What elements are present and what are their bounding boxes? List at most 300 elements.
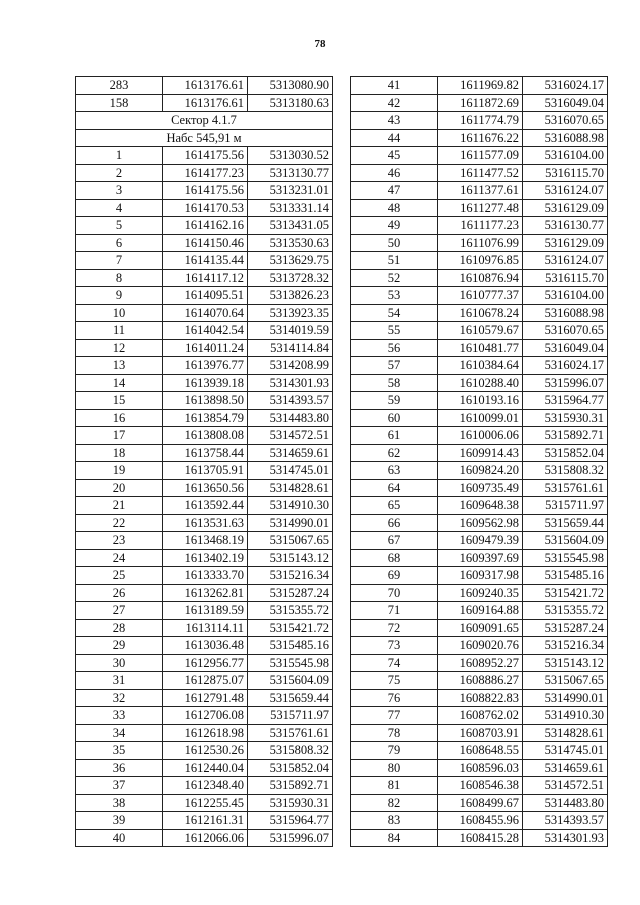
table-row [351, 374, 608, 392]
y-coordinate-cell: 5315930.31 [248, 794, 333, 812]
y-coordinate-cell: 5315996.07 [248, 829, 333, 847]
point-number-cell: 7 [76, 252, 163, 270]
point-number-cell: 44 [351, 129, 438, 147]
table-row [351, 689, 608, 707]
y-coordinate-cell: 5313231.01 [248, 182, 333, 200]
table-row [351, 672, 608, 690]
table-row [76, 444, 333, 462]
left-coordinates-table [75, 76, 333, 847]
x-coordinate-cell: 1609562.98 [438, 514, 523, 532]
point-number-cell: 45 [351, 147, 438, 165]
table-row [76, 164, 333, 182]
table-row [351, 584, 608, 602]
table-row [76, 147, 333, 165]
y-coordinate-cell: 5316088.98 [523, 129, 608, 147]
y-coordinate-cell: 5313629.75 [248, 252, 333, 270]
y-coordinate-cell: 5316104.00 [523, 287, 608, 305]
table-row [351, 497, 608, 515]
x-coordinate-cell: 1608886.27 [438, 672, 523, 690]
table-row [76, 287, 333, 305]
x-coordinate-cell: 1612255.45 [163, 794, 248, 812]
x-coordinate-cell: 1614175.56 [163, 182, 248, 200]
table-row [351, 567, 608, 585]
point-number-cell: 23 [76, 532, 163, 550]
table-row [351, 742, 608, 760]
point-number-cell: 14 [76, 374, 163, 392]
x-coordinate-cell: 1612530.26 [163, 742, 248, 760]
x-coordinate-cell: 1613262.81 [163, 584, 248, 602]
y-coordinate-cell: 5313331.14 [248, 199, 333, 217]
x-coordinate-cell: 1608952.27 [438, 654, 523, 672]
point-number-cell: 48 [351, 199, 438, 217]
x-coordinate-cell: 1609020.76 [438, 637, 523, 655]
x-coordinate-cell: 1608703.91 [438, 724, 523, 742]
table-row [351, 322, 608, 340]
table-row [351, 602, 608, 620]
y-coordinate-cell: 5314990.01 [248, 514, 333, 532]
table-row [76, 427, 333, 445]
table-row [351, 94, 608, 112]
x-coordinate-cell: 1614095.51 [163, 287, 248, 305]
y-coordinate-cell: 5316024.17 [523, 77, 608, 95]
x-coordinate-cell: 1610288.40 [438, 374, 523, 392]
table-row [76, 759, 333, 777]
point-number-cell: 41 [351, 77, 438, 95]
point-number-cell: 52 [351, 269, 438, 287]
y-coordinate-cell: 5315355.72 [248, 602, 333, 620]
point-number-cell: 21 [76, 497, 163, 515]
x-coordinate-cell: 1612956.77 [163, 654, 248, 672]
x-coordinate-cell: 1614162.16 [163, 217, 248, 235]
y-coordinate-cell: 5314910.30 [523, 707, 608, 725]
point-number-cell: 56 [351, 339, 438, 357]
x-coordinate-cell: 1608455.96 [438, 812, 523, 830]
table-row [351, 339, 608, 357]
x-coordinate-cell: 1612440.04 [163, 759, 248, 777]
point-number-cell: 26 [76, 584, 163, 602]
x-coordinate-cell: 1611377.61 [438, 182, 523, 200]
point-number-cell: 37 [76, 777, 163, 795]
x-coordinate-cell: 1614011.24 [163, 339, 248, 357]
table-row [76, 584, 333, 602]
y-coordinate-cell: 5315852.04 [523, 444, 608, 462]
y-coordinate-cell: 5315659.44 [523, 514, 608, 532]
x-coordinate-cell: 1611177.23 [438, 217, 523, 235]
table-row [76, 829, 333, 847]
x-coordinate-cell: 1613758.44 [163, 444, 248, 462]
y-coordinate-cell: 5315485.16 [248, 637, 333, 655]
x-coordinate-cell: 1613592.44 [163, 497, 248, 515]
x-coordinate-cell: 1611277.48 [438, 199, 523, 217]
x-coordinate-cell: 1612348.40 [163, 777, 248, 795]
table-row [76, 514, 333, 532]
table-row [76, 322, 333, 340]
y-coordinate-cell: 5315604.09 [523, 532, 608, 550]
y-coordinate-cell: 5315964.77 [248, 812, 333, 830]
table-row [351, 532, 608, 550]
y-coordinate-cell: 5315421.72 [248, 619, 333, 637]
x-coordinate-cell: 1612875.07 [163, 672, 248, 690]
y-coordinate-cell: 5316049.04 [523, 339, 608, 357]
x-coordinate-cell: 1614117.12 [163, 269, 248, 287]
x-coordinate-cell: 1611076.99 [438, 234, 523, 252]
y-coordinate-cell: 5315067.65 [248, 532, 333, 550]
point-number-cell: 16 [76, 409, 163, 427]
table-row [351, 724, 608, 742]
y-coordinate-cell: 5313030.52 [248, 147, 333, 165]
y-coordinate-cell: 5316104.00 [523, 147, 608, 165]
table-row [351, 304, 608, 322]
x-coordinate-cell: 1610099.01 [438, 409, 523, 427]
table-row [76, 217, 333, 235]
y-coordinate-cell: 5315761.61 [523, 479, 608, 497]
y-coordinate-cell: 5315892.71 [523, 427, 608, 445]
table-row [76, 777, 333, 795]
y-coordinate-cell: 5315216.34 [523, 637, 608, 655]
x-coordinate-cell: 1613176.61 [163, 77, 248, 95]
point-number-cell: 17 [76, 427, 163, 445]
table-row [351, 392, 608, 410]
y-coordinate-cell: 5316024.17 [523, 357, 608, 375]
point-number-cell: 34 [76, 724, 163, 742]
point-number-cell: 32 [76, 689, 163, 707]
y-coordinate-cell: 5315711.97 [248, 707, 333, 725]
table-row [351, 129, 608, 147]
table-row [351, 549, 608, 567]
table-row [76, 637, 333, 655]
table-row [351, 759, 608, 777]
y-coordinate-cell: 5315852.04 [248, 759, 333, 777]
x-coordinate-cell: 1609164.88 [438, 602, 523, 620]
x-coordinate-cell: 1613854.79 [163, 409, 248, 427]
sector-title: Сектор 4.1.7 [76, 112, 333, 130]
table-row [76, 374, 333, 392]
table-row [351, 829, 608, 847]
y-coordinate-cell: 5314572.51 [523, 777, 608, 795]
table-row [76, 742, 333, 760]
y-coordinate-cell: 5315287.24 [248, 584, 333, 602]
x-coordinate-cell: 1608762.02 [438, 707, 523, 725]
x-coordinate-cell: 1612791.48 [163, 689, 248, 707]
y-coordinate-cell: 5316115.70 [523, 269, 608, 287]
point-number-cell: 38 [76, 794, 163, 812]
point-number-cell: 53 [351, 287, 438, 305]
table-row [351, 777, 608, 795]
table-row [351, 287, 608, 305]
y-coordinate-cell: 5315808.32 [248, 742, 333, 760]
table-row [76, 567, 333, 585]
point-number-cell: 59 [351, 392, 438, 410]
table-row [351, 444, 608, 462]
table-row [351, 654, 608, 672]
table-row [351, 479, 608, 497]
point-number-cell: 63 [351, 462, 438, 480]
y-coordinate-cell: 5313431.05 [248, 217, 333, 235]
table-row [351, 357, 608, 375]
y-coordinate-cell: 5315892.71 [248, 777, 333, 795]
x-coordinate-cell: 1608415.28 [438, 829, 523, 847]
y-coordinate-cell: 5316129.09 [523, 199, 608, 217]
point-number-cell: 283 [76, 77, 163, 95]
x-coordinate-cell: 1610384.64 [438, 357, 523, 375]
y-coordinate-cell: 5314659.61 [523, 759, 608, 777]
point-number-cell: 58 [351, 374, 438, 392]
x-coordinate-cell: 1613036.48 [163, 637, 248, 655]
x-coordinate-cell: 1614170.53 [163, 199, 248, 217]
point-number-cell: 10 [76, 304, 163, 322]
point-number-cell: 79 [351, 742, 438, 760]
x-coordinate-cell: 1611872.69 [438, 94, 523, 112]
y-coordinate-cell: 5315545.98 [248, 654, 333, 672]
y-coordinate-cell: 5315355.72 [523, 602, 608, 620]
y-coordinate-cell: 5315996.07 [523, 374, 608, 392]
x-coordinate-cell: 1613808.08 [163, 427, 248, 445]
y-coordinate-cell: 5316129.09 [523, 234, 608, 252]
x-coordinate-cell: 1608648.55 [438, 742, 523, 760]
x-coordinate-cell: 1611577.09 [438, 147, 523, 165]
table-row [351, 427, 608, 445]
point-number-cell: 54 [351, 304, 438, 322]
point-number-cell: 35 [76, 742, 163, 760]
point-number-cell: 62 [351, 444, 438, 462]
y-coordinate-cell: 5314910.30 [248, 497, 333, 515]
y-coordinate-cell: 5316049.04 [523, 94, 608, 112]
table-row [351, 619, 608, 637]
table-row [76, 357, 333, 375]
point-number-cell: 19 [76, 462, 163, 480]
y-coordinate-cell: 5315964.77 [523, 392, 608, 410]
table-row [351, 234, 608, 252]
table-row [351, 269, 608, 287]
x-coordinate-cell: 1612161.31 [163, 812, 248, 830]
table-row [351, 252, 608, 270]
table-row [76, 672, 333, 690]
x-coordinate-cell: 1613176.61 [163, 94, 248, 112]
x-coordinate-cell: 1609479.39 [438, 532, 523, 550]
x-coordinate-cell: 1608546.38 [438, 777, 523, 795]
table-row [76, 182, 333, 200]
y-coordinate-cell: 5314301.93 [523, 829, 608, 847]
table-row [76, 304, 333, 322]
y-coordinate-cell: 5315761.61 [248, 724, 333, 742]
table-row [76, 462, 333, 480]
x-coordinate-cell: 1609317.98 [438, 567, 523, 585]
table-row [76, 479, 333, 497]
y-coordinate-cell: 5313130.77 [248, 164, 333, 182]
point-number-cell: 47 [351, 182, 438, 200]
table-row [351, 812, 608, 830]
table-row [76, 392, 333, 410]
table-row [76, 199, 333, 217]
x-coordinate-cell: 1613402.19 [163, 549, 248, 567]
point-number-cell: 71 [351, 602, 438, 620]
point-number-cell: 13 [76, 357, 163, 375]
point-number-cell: 25 [76, 567, 163, 585]
point-number-cell: 12 [76, 339, 163, 357]
point-number-cell: 67 [351, 532, 438, 550]
y-coordinate-cell: 5313080.90 [248, 77, 333, 95]
table-row [76, 689, 333, 707]
x-coordinate-cell: 1610876.94 [438, 269, 523, 287]
x-coordinate-cell: 1611969.82 [438, 77, 523, 95]
point-number-cell: 33 [76, 707, 163, 725]
x-coordinate-cell: 1609240.35 [438, 584, 523, 602]
point-number-cell: 50 [351, 234, 438, 252]
point-number-cell: 29 [76, 637, 163, 655]
sector-header-row [76, 112, 333, 130]
table-row [76, 94, 333, 112]
point-number-cell: 78 [351, 724, 438, 742]
y-coordinate-cell: 5315143.12 [248, 549, 333, 567]
y-coordinate-cell: 5314745.01 [248, 462, 333, 480]
y-coordinate-cell: 5315808.32 [523, 462, 608, 480]
table-row [76, 724, 333, 742]
y-coordinate-cell: 5316124.07 [523, 252, 608, 270]
point-number-cell: 30 [76, 654, 163, 672]
x-coordinate-cell: 1613189.59 [163, 602, 248, 620]
x-coordinate-cell: 1614175.56 [163, 147, 248, 165]
point-number-cell: 4 [76, 199, 163, 217]
table-row [351, 217, 608, 235]
table-row [351, 707, 608, 725]
point-number-cell: 43 [351, 112, 438, 130]
point-number-cell: 55 [351, 322, 438, 340]
y-coordinate-cell: 5314208.99 [248, 357, 333, 375]
point-number-cell: 61 [351, 427, 438, 445]
x-coordinate-cell: 1614070.64 [163, 304, 248, 322]
point-number-cell: 1 [76, 147, 163, 165]
x-coordinate-cell: 1611477.52 [438, 164, 523, 182]
sector-header-row [76, 129, 333, 147]
point-number-cell: 40 [76, 829, 163, 847]
table-row [76, 409, 333, 427]
x-coordinate-cell: 1614177.23 [163, 164, 248, 182]
point-number-cell: 27 [76, 602, 163, 620]
x-coordinate-cell: 1612618.98 [163, 724, 248, 742]
y-coordinate-cell: 5314990.01 [523, 689, 608, 707]
x-coordinate-cell: 1611774.79 [438, 112, 523, 130]
table-row [76, 602, 333, 620]
y-coordinate-cell: 5314659.61 [248, 444, 333, 462]
y-coordinate-cell: 5314572.51 [248, 427, 333, 445]
x-coordinate-cell: 1611676.22 [438, 129, 523, 147]
y-coordinate-cell: 5316070.65 [523, 112, 608, 130]
table-row [76, 497, 333, 515]
y-coordinate-cell: 5314828.61 [248, 479, 333, 497]
table-row [351, 147, 608, 165]
point-number-cell: 39 [76, 812, 163, 830]
y-coordinate-cell: 5315421.72 [523, 584, 608, 602]
point-number-cell: 77 [351, 707, 438, 725]
x-coordinate-cell: 1612066.06 [163, 829, 248, 847]
table-row [76, 234, 333, 252]
point-number-cell: 36 [76, 759, 163, 777]
point-number-cell: 65 [351, 497, 438, 515]
point-number-cell: 82 [351, 794, 438, 812]
point-number-cell: 73 [351, 637, 438, 655]
y-coordinate-cell: 5315604.09 [248, 672, 333, 690]
point-number-cell: 66 [351, 514, 438, 532]
y-coordinate-cell: 5315143.12 [523, 654, 608, 672]
table-row [76, 619, 333, 637]
y-coordinate-cell: 5315659.44 [248, 689, 333, 707]
point-number-cell: 31 [76, 672, 163, 690]
x-coordinate-cell: 1610006.06 [438, 427, 523, 445]
table-row [351, 637, 608, 655]
x-coordinate-cell: 1610976.85 [438, 252, 523, 270]
x-coordinate-cell: 1612706.08 [163, 707, 248, 725]
table-row [351, 182, 608, 200]
point-number-cell: 24 [76, 549, 163, 567]
table-row [351, 409, 608, 427]
y-coordinate-cell: 5314019.59 [248, 322, 333, 340]
x-coordinate-cell: 1609091.65 [438, 619, 523, 637]
table-row [76, 812, 333, 830]
x-coordinate-cell: 1609824.20 [438, 462, 523, 480]
y-coordinate-cell: 5315485.16 [523, 567, 608, 585]
point-number-cell: 51 [351, 252, 438, 270]
x-coordinate-cell: 1610777.37 [438, 287, 523, 305]
y-coordinate-cell: 5314114.84 [248, 339, 333, 357]
y-coordinate-cell: 5315216.34 [248, 567, 333, 585]
table-row [76, 549, 333, 567]
point-number-cell: 57 [351, 357, 438, 375]
x-coordinate-cell: 1610678.24 [438, 304, 523, 322]
table-row [351, 514, 608, 532]
y-coordinate-cell: 5316124.07 [523, 182, 608, 200]
sector-subtitle: Набс 545,91 м [76, 129, 333, 147]
table-row [351, 77, 608, 95]
y-coordinate-cell: 5314828.61 [523, 724, 608, 742]
point-number-cell: 74 [351, 654, 438, 672]
x-coordinate-cell: 1613939.18 [163, 374, 248, 392]
point-number-cell: 68 [351, 549, 438, 567]
x-coordinate-cell: 1609648.38 [438, 497, 523, 515]
page-number: 78 [314, 38, 326, 50]
x-coordinate-cell: 1614042.54 [163, 322, 248, 340]
x-coordinate-cell: 1609735.49 [438, 479, 523, 497]
x-coordinate-cell: 1613531.63 [163, 514, 248, 532]
y-coordinate-cell: 5315067.65 [523, 672, 608, 690]
table-row [351, 112, 608, 130]
point-number-cell: 80 [351, 759, 438, 777]
point-number-cell: 42 [351, 94, 438, 112]
table-row [76, 339, 333, 357]
y-coordinate-cell: 5314393.57 [248, 392, 333, 410]
y-coordinate-cell: 5314483.80 [523, 794, 608, 812]
x-coordinate-cell: 1613333.70 [163, 567, 248, 585]
x-coordinate-cell: 1610193.16 [438, 392, 523, 410]
point-number-cell: 18 [76, 444, 163, 462]
point-number-cell: 83 [351, 812, 438, 830]
y-coordinate-cell: 5314483.80 [248, 409, 333, 427]
y-coordinate-cell: 5313728.32 [248, 269, 333, 287]
point-number-cell: 6 [76, 234, 163, 252]
table-row [351, 794, 608, 812]
point-number-cell: 22 [76, 514, 163, 532]
point-number-cell: 76 [351, 689, 438, 707]
y-coordinate-cell: 5313826.23 [248, 287, 333, 305]
y-coordinate-cell: 5314393.57 [523, 812, 608, 830]
y-coordinate-cell: 5316070.65 [523, 322, 608, 340]
table-row [76, 269, 333, 287]
point-number-cell: 72 [351, 619, 438, 637]
point-number-cell: 81 [351, 777, 438, 795]
point-number-cell: 75 [351, 672, 438, 690]
table-row [351, 164, 608, 182]
y-coordinate-cell: 5314301.93 [248, 374, 333, 392]
right-coordinates-table [350, 76, 608, 847]
